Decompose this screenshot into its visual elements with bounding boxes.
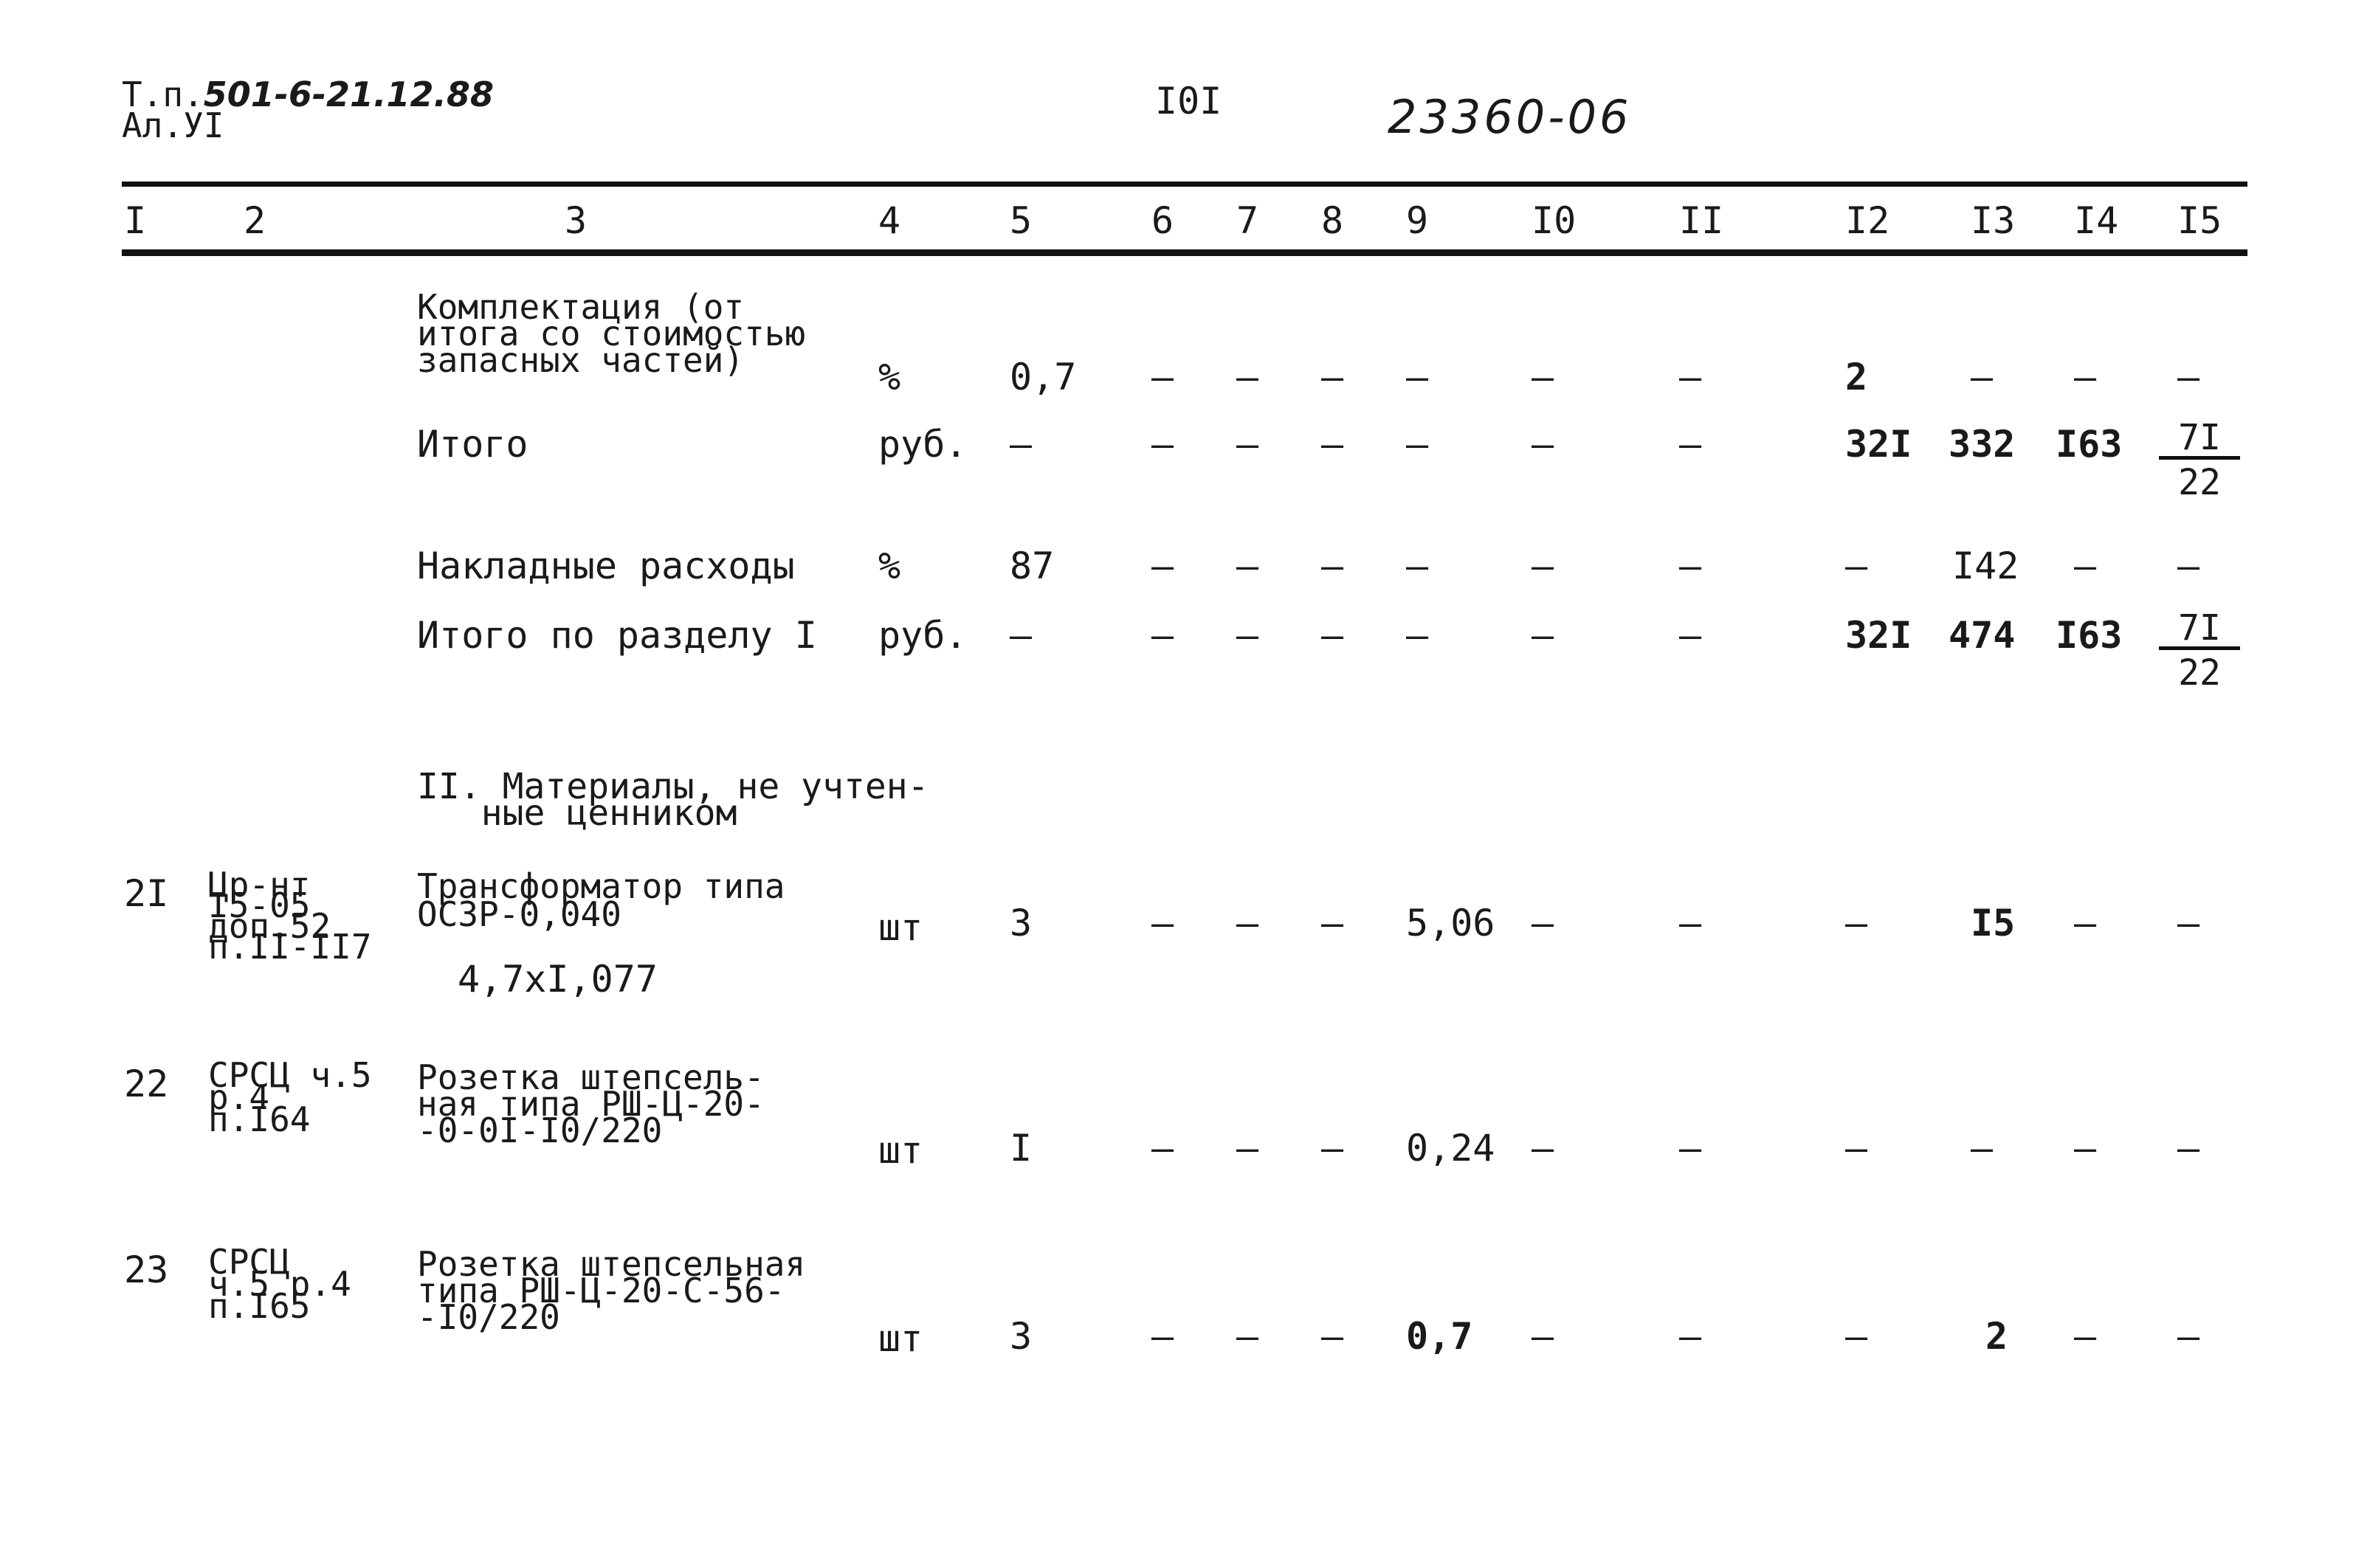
cell-col8: – xyxy=(1321,614,1344,657)
cell-col9: – xyxy=(1406,614,1429,657)
rate-cell: 87 xyxy=(1010,545,1055,587)
cell-col7: – xyxy=(1236,614,1259,657)
quantity-cell: 3 xyxy=(1010,902,1033,944)
column-header: I5 xyxy=(2177,199,2222,242)
cell-col11: – xyxy=(1679,423,1702,466)
section-heading: II. Материалы, не учтен- ные ценником xyxy=(417,766,929,834)
cell-col9: – xyxy=(1406,423,1429,466)
fraction-cell xyxy=(2159,417,2240,503)
cell-col7: – xyxy=(1236,545,1259,587)
cell-col10: – xyxy=(1532,1315,1554,1358)
cell-col10: – xyxy=(1532,423,1554,466)
cell-col11: – xyxy=(1679,1315,1702,1358)
cell-col13: 332 xyxy=(1949,423,2016,466)
cell-col6: – xyxy=(1151,1127,1174,1170)
cell-col12: – xyxy=(1845,1315,1868,1358)
cell-col7: – xyxy=(1236,423,1259,466)
cell-col13: I5 xyxy=(1971,902,2016,944)
fraction-numerator: 7I xyxy=(2159,611,2240,650)
column-header: 7 xyxy=(1236,199,1259,242)
cell-col14: I63 xyxy=(2056,614,2123,657)
project-label: Т.п. xyxy=(122,75,204,114)
cell-col9: 0,24 xyxy=(1406,1127,1495,1170)
item-description: Итого по разделу I xyxy=(417,614,817,657)
project-number: 501-6-21.12.88 xyxy=(203,75,494,114)
rate-cell: – xyxy=(1010,614,1033,657)
cell-col14: – xyxy=(2074,545,2097,587)
cell-col6: – xyxy=(1151,1315,1174,1358)
cell-col15: – xyxy=(2177,545,2200,587)
item-formula: 4,7хI,077 xyxy=(458,958,658,1001)
cell-col13: – xyxy=(1971,356,1994,398)
column-header: 8 xyxy=(1321,199,1344,242)
column-header: I xyxy=(124,199,147,242)
cell-col15: – xyxy=(2177,356,2200,398)
rate-cell: – xyxy=(1010,423,1033,466)
price-reference: СРСЦ ч.5 р.4 п.I65 xyxy=(208,1242,351,1326)
cell-col10: – xyxy=(1532,545,1554,587)
cell-col8: – xyxy=(1321,1127,1344,1170)
column-header: 3 xyxy=(565,199,588,242)
cell-col9: 0,7 xyxy=(1406,1315,1473,1358)
cell-col6: – xyxy=(1151,356,1174,398)
cell-col14: – xyxy=(2074,1127,2097,1170)
cell-col7: – xyxy=(1236,902,1259,944)
cell-col9: – xyxy=(1406,356,1429,398)
cell-col10: – xyxy=(1532,356,1554,398)
item-description: Комплектация (от итога со стоимостью запасных частей) xyxy=(417,287,806,380)
column-header: I4 xyxy=(2074,199,2119,242)
column-header: 2 xyxy=(244,199,266,242)
fraction-denominator: 22 xyxy=(2178,652,2221,694)
fraction-numerator: 7I xyxy=(2159,421,2240,460)
cell-col14: I63 xyxy=(2056,423,2123,466)
stamp-number: 23360-06 xyxy=(1388,90,1632,144)
cell-col13: I42 xyxy=(1952,545,2019,587)
cell-col15: – xyxy=(2177,902,2200,944)
item-description: Итого xyxy=(417,423,528,466)
cell-col11: – xyxy=(1679,614,1702,657)
price-reference: Цр-нт I5-05 доп.52 п.II-II7 xyxy=(208,865,372,967)
row-number: 23 xyxy=(124,1248,169,1291)
cell-col11: – xyxy=(1679,545,1702,587)
cell-col12: – xyxy=(1845,1127,1868,1170)
cell-col13: 474 xyxy=(1949,614,2016,657)
cell-col6: – xyxy=(1151,545,1174,587)
cell-col10: – xyxy=(1532,1127,1554,1170)
cell-col8: – xyxy=(1321,902,1344,944)
unit-cell: шт xyxy=(878,906,923,949)
cell-col8: – xyxy=(1321,356,1344,398)
column-header: I3 xyxy=(1971,199,2016,242)
cell-col14: – xyxy=(2074,1315,2097,1358)
quantity-cell: I xyxy=(1010,1127,1033,1170)
column-header: 6 xyxy=(1151,199,1174,242)
cell-col11: – xyxy=(1679,902,1702,944)
cell-col10: – xyxy=(1532,614,1554,657)
cell-col8: – xyxy=(1321,1315,1344,1358)
cell-col11: – xyxy=(1679,1127,1702,1170)
unit-cell: шт xyxy=(878,1317,923,1360)
row-number: 22 xyxy=(124,1063,169,1105)
item-description: Розетка штепсель- ная типа РШ-Ц-20- -0-0I-I0/220 xyxy=(417,1057,765,1150)
column-header: 9 xyxy=(1406,199,1429,242)
cell-col15: – xyxy=(2177,1127,2200,1170)
cell-col9: – xyxy=(1406,545,1429,587)
cell-col9: 5,06 xyxy=(1406,902,1495,944)
cell-col12: 32I xyxy=(1845,423,1912,466)
fraction-denominator: 22 xyxy=(2178,462,2221,503)
cell-col8: – xyxy=(1321,545,1344,587)
column-header: I2 xyxy=(1845,199,1890,242)
unit-cell: руб. xyxy=(878,423,968,466)
column-header: I0 xyxy=(1532,199,1577,242)
cell-col14: – xyxy=(2074,902,2097,944)
cell-col7: – xyxy=(1236,356,1259,398)
cell-col7: – xyxy=(1236,1315,1259,1358)
table-top-rule xyxy=(122,182,2247,187)
unit-cell: шт xyxy=(878,1129,923,1172)
cell-col6: – xyxy=(1151,423,1174,466)
unit-cell: % xyxy=(878,356,901,398)
cell-col12: 32I xyxy=(1845,614,1912,657)
quantity-cell: 3 xyxy=(1010,1315,1033,1358)
row-number: 2I xyxy=(124,872,169,915)
table-header-rule xyxy=(122,249,2247,256)
cell-col6: – xyxy=(1151,902,1174,944)
cell-col12: – xyxy=(1845,902,1868,944)
column-header: II xyxy=(1679,199,1724,242)
price-reference: СРСЦ ч.5 р.4 п.I64 xyxy=(208,1055,372,1139)
cell-col13: 2 xyxy=(1985,1315,2008,1358)
column-header: 4 xyxy=(878,199,901,242)
cell-col12: – xyxy=(1845,545,1868,587)
project-reference xyxy=(122,75,494,114)
cell-col6: – xyxy=(1151,614,1174,657)
page-number: I0I xyxy=(1155,80,1222,122)
cell-col8: – xyxy=(1321,423,1344,466)
cell-col14: – xyxy=(2074,356,2097,398)
fraction-cell xyxy=(2159,607,2240,694)
unit-cell: % xyxy=(878,545,901,587)
item-description: Трансформатор типа ОСЗР-0,040 xyxy=(417,866,785,934)
column-header: 5 xyxy=(1010,199,1033,242)
cell-col13: – xyxy=(1971,1127,1994,1170)
album-label: Ал.УI xyxy=(122,106,224,145)
cell-col10: – xyxy=(1532,902,1554,944)
rate-cell: 0,7 xyxy=(1010,356,1077,398)
item-description: Накладные расходы xyxy=(417,545,795,587)
cell-col11: – xyxy=(1679,356,1702,398)
item-description: Розетка штепсельная типа РШ-Ц-20-С-56- -I0/220 xyxy=(417,1244,806,1337)
cell-col7: – xyxy=(1236,1127,1259,1170)
unit-cell: руб. xyxy=(878,614,968,657)
cell-col12: 2 xyxy=(1845,356,1868,398)
cell-col15: – xyxy=(2177,1315,2200,1358)
